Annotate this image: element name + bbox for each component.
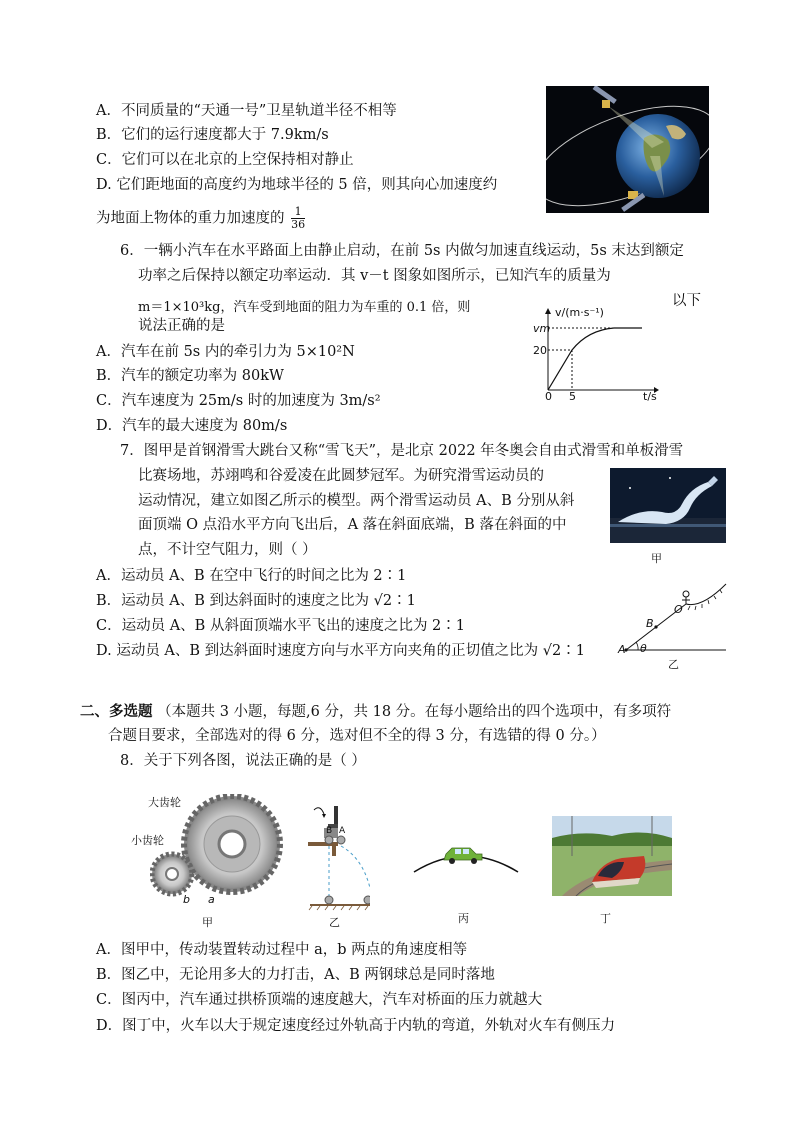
vt-graph-tick-5: 5 [569,390,576,403]
q7-fig-yi-caption: 乙 [668,658,679,671]
q8-fig-ding-caption: 丁 [600,912,611,925]
slope-point-A: A [618,643,626,656]
vt-graph-ylabel: v/(m·s⁻¹) [555,306,604,319]
section2-instructions-2: 合题目要求，全部选对的得 6 分，选对但不全的得 3 分，有选错的得 0 分。） [108,728,606,744]
gear-point-b: b [183,893,190,906]
big-gear-label: 大齿轮 [148,796,181,809]
vt-graph-tick-20: 20 [533,344,547,357]
section2-instructions-1: （本题共 3 小题，每题,6 分，共 18 分。在每小题给出的四个选项中，有多项符 [157,704,672,720]
slope-angle-theta: θ [640,642,647,655]
slope-point-B: B [646,617,654,630]
q7-option-b: B．运动员 A、B 到达斜面时的速度之比为 √2∶1 [96,593,416,609]
q5-option-d-text: 为地面上物体的重力加速度的 [96,210,285,227]
q5-option-a: A．不同质量的“天通一号”卫星轨道半径不相等 [96,103,397,119]
section2-heading-line1 [80,702,671,722]
q6-option-d: D．汽车的最大速度为 80m/s [96,418,288,434]
train-photo [552,816,672,896]
q5-option-b: B．它们的运行速度都大于 7.9km/s [96,127,329,143]
q8-fig-yi-caption: 乙 [329,916,340,929]
q8-option-d: D．图丁中，火车以大于规定速度经过外轨高于内轨的弯道，外轨对火车有侧压力 [96,1018,616,1034]
falling-balls-figure [300,800,370,912]
fraction-numerator: 1 [291,206,305,219]
q7-stem-line2: 比赛场地，苏翊鸣和谷爱凌在此圆梦冠军。为研究滑雪运动员的 [138,468,544,484]
q6-stem-line3: m＝1×10³kg，汽车受到地面的阻力为车重的 0.1 倍，则 [138,300,471,315]
q7-option-d: D. 运动员 A、B 到达斜面时速度方向与水平方向夹角的正切值之比为 √2∶1 [96,643,585,659]
q7-stem-line1: 7．图甲是首钢滑雪大跳台又称“雪飞天”，是北京 2022 年冬奥会自由式滑雪和单板滑雪 [120,443,684,459]
q6-option-b: B．汽车的额定功率为 80kW [96,368,284,384]
gear-point-a: a [208,893,215,906]
q8-option-c: C．图丙中，汽车通过拱桥顶端的速度越大，汽车对桥面的压力就越大 [96,992,543,1008]
q6-stem-line1: 6．一辆小汽车在水平路面上由静止启动，在前 5s 内做匀加速直线运动，5s 末达到额定 [120,243,684,259]
q8-stem: 8．关于下列各图，说法正确的是（ ） [120,753,366,769]
q7-stem-line4: 面顶端 O 点沿水平方向飞出后，A 落在斜面底端，B 落在斜面的中 [138,517,567,533]
q8-option-b: B．图乙中，无论用多大的力打击，A、B 两钢球总是同时落地 [96,967,495,983]
q8-fig-jia-caption: 甲 [202,916,213,929]
ball-label-A: A [339,826,346,836]
q6-option-a: A．汽车在前 5s 内的牵引力为 5×10²N [96,344,355,360]
fraction-denominator: 36 [291,218,306,231]
vt-graph-vm-label: vm [533,322,551,335]
ski-jump-photo [610,468,726,543]
q6-stem-line3-end: 以下 [672,293,701,309]
q8-fig-bing-caption: 丙 [458,912,469,925]
q5-option-c: C．它们可以在北京的上空保持相对静止 [96,152,354,168]
q7-option-a: A．运动员 A、B 在空中飞行的时间之比为 2∶1 [96,568,407,584]
q8-option-a: A．图甲中，传动装置转动过程中 a，b 两点的角速度相等 [96,942,468,958]
q6-stem-line2: 功率之后保持以额定功率运动．其 v－t 图象如图所示，已知汽车的质量为 [138,268,611,284]
gears-figure [150,794,285,904]
fraction [291,206,305,231]
small-gear-label: 小齿轮 [131,834,164,847]
vt-graph-xlabel: t/s [643,390,657,403]
ball-label-B: B [326,826,333,836]
q5-option-d-line2 [96,206,305,231]
satellite-earth-image [546,86,709,213]
section2-heading: 二、多选题 [80,703,153,720]
q6-stem-line4: 说法正确的是 [138,318,225,334]
q7-stem-line5: 点，不计空气阻力，则（ ） [138,542,317,558]
q7-option-c: C．运动员 A、B 从斜面顶端水平飞出的速度之比为 2∶1 [96,618,465,634]
q6-option-c: C．汽车速度为 25m/s 时的加速度为 3m/s² [96,393,381,409]
slope-point-O: O [674,603,683,616]
vt-graph-tick-0: 0 [545,390,552,403]
q5-option-d-line1: D. 它们距地面的高度约为地球半径的 5 倍，则其向心加速度约 [96,177,498,193]
arch-bridge-car-figure [410,836,522,876]
q7-stem-line3: 运动情况，建立如图乙所示的模型。两个滑雪运动员 A、B 分别从斜 [138,493,575,509]
q7-fig-jia-caption: 甲 [651,552,662,565]
